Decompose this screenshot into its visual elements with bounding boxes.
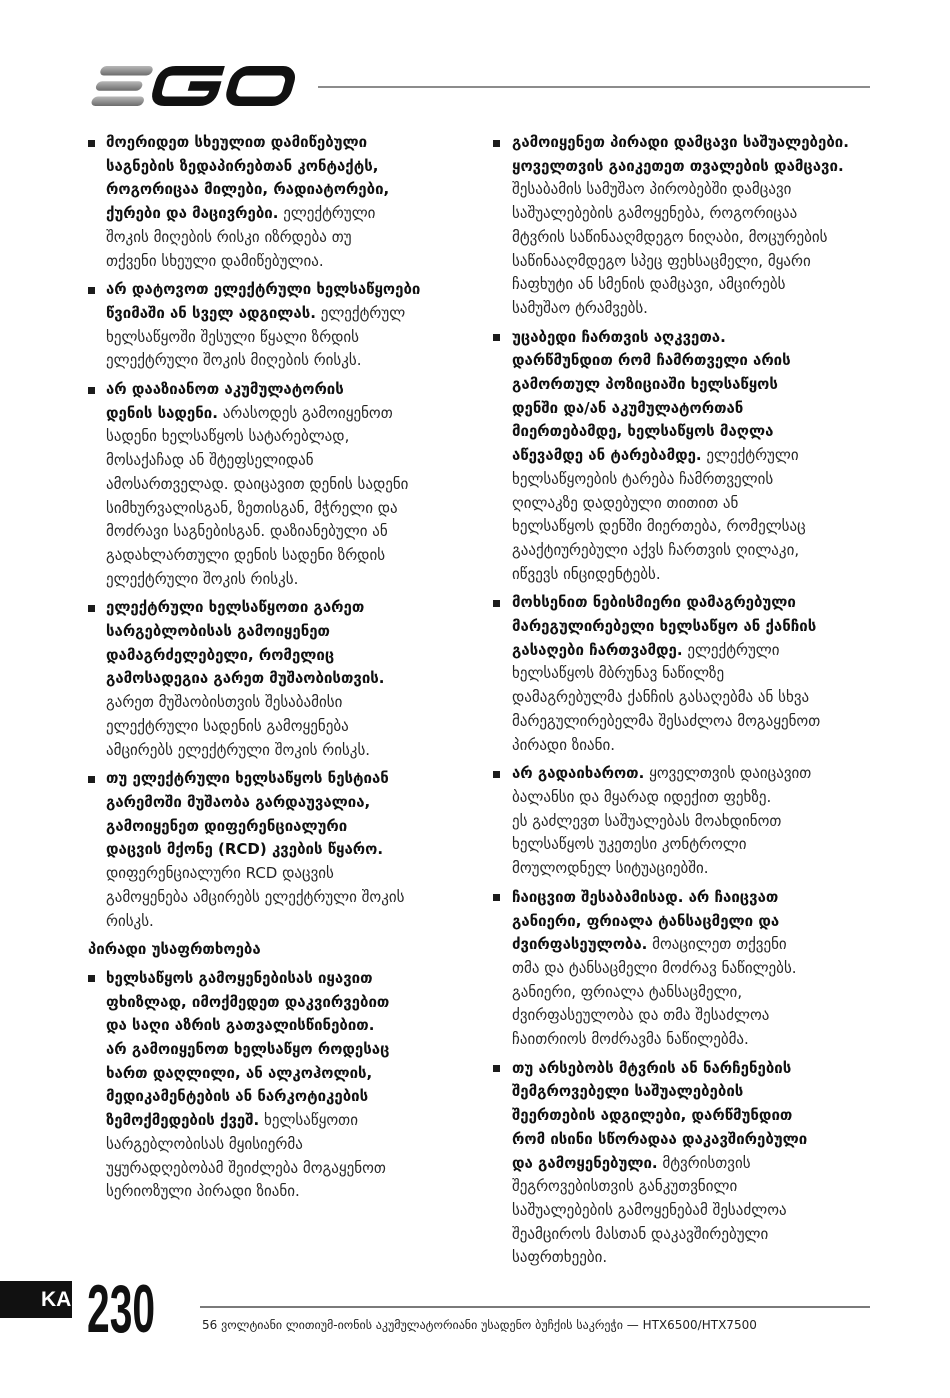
item-text bbox=[512, 762, 882, 881]
item-text bbox=[106, 131, 472, 273]
safety-item bbox=[493, 591, 882, 757]
safety-item bbox=[88, 596, 472, 762]
item-warning: მოხსენით ნებისმიერი დამაგრებული მარეგულირებელი ხელსაწყო ან ქანჩის გასაღები ჩართვამდე. bbox=[512, 593, 817, 659]
ego-logo bbox=[86, 62, 300, 110]
item-explanation: ელექტრულ ხელსაწყოში შესული წყალი ზრდის ელექტრული შოკის მიღების რისკს. bbox=[106, 303, 406, 370]
bullet-icon bbox=[88, 776, 95, 783]
page-number: 230 bbox=[87, 1271, 156, 1347]
item-text bbox=[106, 378, 472, 591]
language-badge bbox=[0, 1281, 72, 1318]
item-text bbox=[512, 886, 882, 1052]
bullet-icon bbox=[493, 334, 500, 341]
safety-item bbox=[88, 278, 472, 373]
bullet-icon bbox=[493, 1065, 500, 1072]
item-text bbox=[512, 591, 882, 757]
item-explanation: ყოველთვის დაიცავით ბალანსი და მყარად იდექით ფეხზე. ეს გაძლევთ საშუალებას მოახდინოთ ხელსაწყოს უკეთესი კონტროლი მოულოდნელ სიტუაციებში. bbox=[512, 764, 812, 878]
item-text bbox=[106, 278, 472, 373]
footer-rule bbox=[200, 1306, 870, 1308]
item-warning: გამოიყენეთ პირადი დამცავი საშუალებები. ყოველთვის გაიკეთეთ თვალების დამცავი. bbox=[512, 133, 849, 175]
bullet-icon bbox=[88, 140, 95, 147]
safety-item bbox=[493, 326, 882, 587]
item-warning: არ გადაიხაროთ. bbox=[512, 764, 645, 783]
bullet-icon bbox=[493, 600, 500, 607]
item-warning: ხელსაწყოს გამოყენებისას იყავით ფხიზლად, იმოქმედეთ დაკვირვებით და საღი აზრის გათვალისწინებით. არ გამოიყენოთ ხელსაწყო როდესაც ხართ დაღლილი, ან ალკოჰოლის, მედიკამენტების ან ნარკოტიკების ზემოქმედების ქვეშ. bbox=[106, 968, 390, 1130]
header-rule bbox=[318, 86, 870, 88]
item-explanation: ელექტრული ხელსაწყოების ტარება ჩამრთველის ღილაკზე დადებული თითით ან ხელსაწყოს დენში მიერთება, რომელსაც გააქტიურებული აქვს ჩართვის ღილაკი, იწვევს ინციდენტებს. bbox=[512, 446, 806, 583]
item-explanation: ხელსაწყოთი სარგებლობისას მყისიერმა უყურადღებობამ შეიძლება მოგაყენოთ სერიოზული პირადი ზიანი. bbox=[106, 1111, 386, 1201]
language-code: KA bbox=[41, 1288, 72, 1311]
item-explanation: დიფერენციალური RCD დაცვის გამოყენება ამცირებს ელექტრული შოკის რისკს. bbox=[106, 864, 405, 930]
bullet-icon bbox=[493, 894, 500, 901]
item-warning: თუ არსებობს მტვრის ან ნარჩენების შემგროვებელი საშუალებების შეერთების ადგილები, დარწმუნდით რომ ისინი სწორადაა დაკავშირებული და გამოყენებული. bbox=[512, 1058, 808, 1172]
logo-letter-e bbox=[90, 66, 153, 106]
bullet-icon bbox=[493, 140, 500, 147]
item-explanation: გარეთ მუშაობისთვის შესაბამისი ელექტრული სადენის გამოყენება ამცირებს ელექტრული შოკის რისკს. bbox=[106, 693, 371, 759]
safety-item bbox=[493, 762, 882, 881]
left-column bbox=[88, 131, 472, 1209]
item-explanation: არასოდეს გამოიყენოთ სადენი ხელსაწყოს სატარებლად, მოსაქაჩად ან შტეფსელიდან ამოსართველად. დაიცავით დენის სადენი სიმხურვალისგან, ზეთისგან, მჭრელი და მოძრავი საგნებისგან. დაზიანებული ან გადახლართული დენის სადენი ზრდის ელექტრული შოკის რისკს. bbox=[106, 403, 409, 588]
item-text bbox=[512, 326, 882, 587]
safety-item bbox=[88, 378, 472, 591]
item-warning: არ დააზიანოთ აკუმულატორის დენის სადენი. bbox=[106, 380, 344, 422]
bullet-icon bbox=[88, 605, 95, 612]
item-explanation: ელექტრული ხელსაწყოს მბრუნავ ნაწილზე დამაგრებულმა ქანჩის გასაღებმა ან სხვა მარეგულირებელმა შესაძლოა მოგაყენოთ პირადი ზიანი. bbox=[512, 640, 821, 754]
right-column bbox=[493, 131, 882, 1275]
safety-item bbox=[88, 967, 472, 1204]
bullet-icon bbox=[88, 287, 95, 294]
item-warning: უცაბედი ჩართვის აღკვეთა. დარწმუნდით რომ ჩამრთველი არის გამორთულ პოზიციაში ხელსაწყოს დენში და/ან აკუმულატორთან მიერთებამდე, ხელსაწყოს მაღლა აწევამდე ან ტარებამდე. bbox=[512, 327, 791, 465]
safety-item bbox=[493, 131, 882, 321]
item-warning: თუ ელექტრული ხელსაწყოს ნესტიან გარემოში მუშაობა გარდაუვალია, გამოიყენეთ დიფერენციალური დაცვის მქონე (RCD) კვების წყარო. bbox=[106, 769, 389, 859]
item-text bbox=[512, 131, 882, 321]
safety-item bbox=[493, 1057, 882, 1270]
logo-letter-o bbox=[228, 71, 292, 102]
bullet-icon bbox=[88, 387, 95, 394]
item-explanation: ელექტრული შოკის მიღების რისკი იზრდება თუ თქვენი სხეული დამიწებულია. bbox=[106, 204, 376, 270]
item-warning: მოერიდეთ სხეულით დამიწებული საგნების ზედაპირებთან კონტაქტს, როგორიცაა მილები, რადიატორები, ქურები და მაცივრები. bbox=[106, 133, 390, 223]
item-warning: არ დატოვოთ ელექტრული ხელსაწყოები წვიმაში ან სველ ადგილას. bbox=[106, 280, 421, 322]
footer-title: 56 ვოლტიანი ლითიუმ-იონის აკუმულატორიანი უსადენო ბუჩქის საკრეჭი — HTX6500/HTX7500 bbox=[202, 1318, 757, 1332]
logo-letter-g bbox=[154, 71, 223, 102]
bullet-icon bbox=[493, 771, 500, 778]
item-explanation: შესაბამის სამუშაო პირობებში დამცავი საშუალებების გამოყენება, როგორიცაა მტვრის საწინააღმდეგო ნიღაბი, მოცურების საწინააღმდეგო სპეც ფეხსაცმელი, მყარი ჩაფხუტი ან სმენის დამცავი, ამცირებს სამუშაო ტრამვებს. bbox=[512, 180, 828, 317]
item-text bbox=[512, 1057, 882, 1270]
item-warning: ელექტრული ხელსაწყოთი გარეთ სარგებლობისას გამოიყენეთ დამაგრძელებელი, რომელიც გამოსადეგია გარეთ მუშაობისთვის. bbox=[106, 598, 385, 688]
item-text bbox=[106, 967, 472, 1204]
section-heading-personal-safety: პირადი უსაფრთხოება bbox=[88, 940, 261, 959]
item-explanation: მტვრისთვის შეგროვებისთვის განკუთვნილი საშუალებების გამოყენებამ შესაძლოა შეამციროს მასთან დაკავშირებული საფრთხეები. bbox=[512, 1153, 787, 1267]
bullet-icon bbox=[88, 975, 95, 982]
item-warning: ჩაიცვით შესაბამისად. არ ჩაიცვათ განიერი, ფრიალა ტანსაცმელი და ძვირფასეულობა. bbox=[512, 887, 780, 954]
safety-item bbox=[493, 886, 882, 1052]
item-explanation: მოაცილეთ თქვენი თმა და ტანსაცმელი მოძრავ ნაწილებს. განიერი, ფრიალა ტანსაცმელი, ძვირფასეულობა და თმა შესაძლოა ჩაითრიოს მოძრავმა ნაწილებმა. bbox=[512, 935, 797, 1049]
safety-item bbox=[88, 131, 472, 273]
item-text bbox=[106, 767, 472, 933]
safety-item bbox=[88, 767, 472, 933]
item-text bbox=[106, 596, 472, 762]
